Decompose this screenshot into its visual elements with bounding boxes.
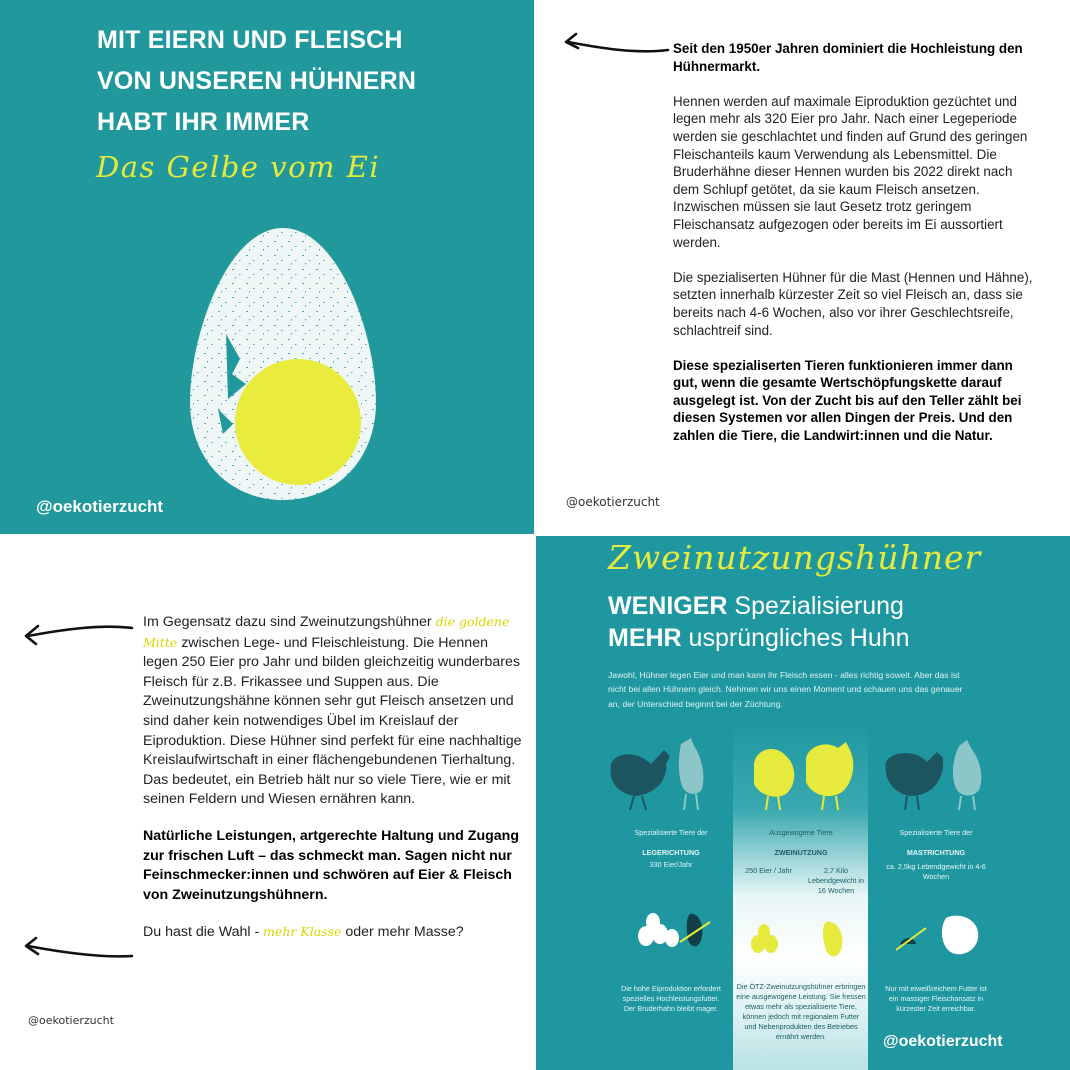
arrow-left-icon	[560, 30, 670, 60]
panel4-line1	[608, 592, 904, 621]
panel-infographic	[536, 536, 1070, 1070]
right-bottom: Nur mit eiweißreichem Futter ist ein massiger Fleischansatz in kürzester Zeit erreichbar.	[885, 984, 987, 1013]
panel2-text	[673, 40, 1033, 462]
panel-zweinutzung-text	[0, 536, 534, 1070]
left-top: Spezialisierte Tiere der	[634, 828, 708, 837]
mid-stat1: 250 Eier / Jahr	[745, 866, 792, 875]
panel1-title	[97, 20, 517, 143]
panel-egg	[0, 0, 534, 534]
bold-word: MEHR	[608, 624, 682, 652]
panel2-heading: Seit den 1950er Jahren dominiert die Hochleistung den Hühnermarkt.	[673, 41, 1023, 74]
panel-hochleistung	[536, 0, 1070, 534]
mid-stat2: 2,7 Kilo Lebendgewicht in 16 Wochen	[808, 866, 864, 895]
handle: @oekotierzucht	[36, 497, 164, 516]
bold-word: WENIGER	[608, 592, 728, 620]
right-type: MASTRICHTUNG	[906, 848, 966, 857]
roast-chicken-icon	[886, 908, 986, 960]
panel4-line2	[608, 624, 910, 653]
eggs-and-meat-icon	[744, 914, 864, 962]
handle: @oekotierzucht	[883, 1033, 1003, 1050]
panel4-script: Zweinutzungshühner	[608, 538, 982, 577]
left-stat: 330 Eier/Jahr	[649, 860, 693, 869]
right-top: Spezialisierte Tiere der	[899, 828, 973, 837]
left-type: LEGERICHTUNG	[642, 848, 700, 857]
handle: @oekotierzucht	[28, 1014, 114, 1027]
mid-type: ZWEINUTZUNG	[774, 848, 828, 857]
panel3-para2: Natürliche Leistungen, artgerechte Haltung und Zugang zur frischen Luft – das schmeckt man. Sagen nicht nur Feinschmecker:innen und schwören auf Eier & Fleisch von Zweinutzungshühnern.	[143, 827, 519, 903]
panel3-text	[143, 612, 523, 960]
title-line: MIT EIERN UND FLEISCH	[97, 26, 403, 54]
handle: @oekotierzucht	[566, 495, 660, 509]
text-span: usprüngliches Huhn	[681, 624, 910, 652]
text-span: oder mehr Masse?	[341, 924, 464, 941]
title-line: HABT IHR IMMER	[97, 108, 310, 136]
left-bottom: Die hohe Eiproduktion erfordert spezielles Hochleistungsfutter. Der Bruderhahn bleibt mager.	[621, 984, 721, 1013]
mid-top: Ausgewogene Tiere	[769, 828, 833, 837]
highlight-text: die goldene Mitte	[143, 614, 510, 650]
eggs-icon	[632, 904, 712, 956]
panel2-para2: Die spezialiserten Hühner für die Mast (Hennen und Hähne), setzten innerhalb kürzester Zeit so viel Fleisch an, dass sie bereits nach 4-6 Wochen, also vor ihrer Geschlechtsreife, schlachtreif sind.	[673, 269, 1033, 338]
text-span: Spezialisierung	[727, 592, 904, 620]
egg-illustration	[188, 224, 378, 502]
laying-hen-icon	[606, 734, 726, 814]
panel2-para1: Hennen werden auf maximale Eiproduktion gezüchtet und legen mehr als 320 Eier pro Jahr. Nach einer Legeperiode werden sie geschlachtet und finden auf Grund des geringen Fleischanteils kaum Verwendung als Lebensmittel. Die Bruderhähne dieser Hennen wurden bis 2022 direkt nach dem Schlupf getötet, da sie kaum Fleisch ansetzen. Inzwischen müssen sie laut Gesetz trotz geringem Fleischansatz aufgezogen oder bereits im Ei aussortiert werden.	[673, 93, 1028, 250]
mid-bottom: Die ÖTZ-Zweinutzungshühner erbringen eine ausgewogene Leistung. Sie fressen etwas mehr als spezialisierte Tiere, können jedoch mit regionalem Futter und Nebenprodukten des Betriebes ernährt werden.	[736, 982, 866, 1041]
text-span: Du hast die Wahl -	[143, 924, 264, 941]
panel2-para3: Diese spezialiserten Tieren funktionieren immer dann gut, wenn die gesamte Wertschöpfungskette darauf ausgelegt ist. Von der Zucht bis auf den Teller zählt bei diesen Systemen vor allen Dingen der Preis. Und den zahlen die Tiere, die Landwirt:innen und die Natur.	[673, 357, 1022, 444]
text-span: zwischen Lege- und Fleischleistung. Die Hennen legen 250 Eier pro Jahr und bilden gleichzeitig wunderbares Fleisch für z.B. Frikassee und Suppen aus. Die Zweinutzungshähne können sehr gut Fleisch ansetzen und sind daher kein notwendiges Übel im Kreislauf der Eiproduktion. Diese Hühner sind perfekt für eine nachhaltige Kreislaufwirtschaft in einer flächengebundenen Tierhaltung. Das bedeutet, ein Betrieb hält nur so viele Tiere, wie er mit seinen Feldern und Wiesen ernähren kann.	[143, 634, 522, 808]
highlight-text: mehr Klasse	[263, 924, 342, 940]
broiler-chicken-icon	[881, 734, 1001, 814]
arrow-left-icon	[20, 934, 135, 964]
arrow-left-icon	[20, 616, 135, 646]
panel1-script: Das Gelbe vom Ei	[96, 150, 381, 184]
right-stat: ca. 2,5kg Lebendgewicht in 4-6 Wochen	[886, 862, 986, 881]
panel3-para1	[143, 612, 523, 810]
panel3-para3	[143, 922, 523, 943]
title-line: VON UNSEREN HÜHNERN	[97, 67, 417, 95]
panel4-intro: Jawohl, Hühner legen Eier und man kann ihr Fleisch essen - alles richtig soweit. Aber das ist nicht bei allen Hühnern gleich. Nehmen wir uns einen Moment und schauen uns das genauer an, der Unterschied beginnt bei der Züchtung.	[608, 670, 963, 709]
text-span: Im Gegensatz dazu sind Zweinutzungshühner	[143, 614, 436, 630]
dual-purpose-chicken-icon	[746, 734, 866, 814]
